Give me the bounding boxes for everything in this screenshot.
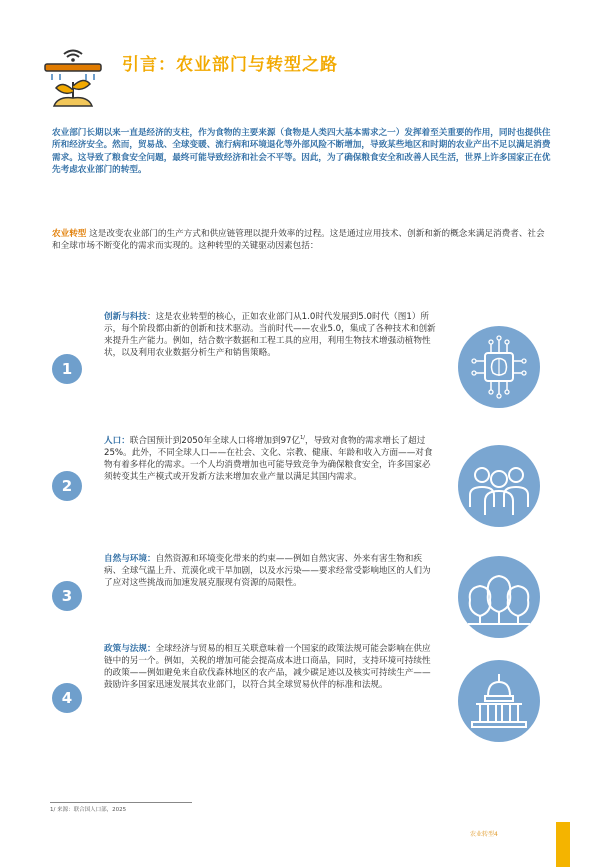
section-population — [104, 432, 436, 483]
section-number-1: 1 — [52, 354, 82, 384]
section-innovation — [104, 311, 436, 359]
capitol-building-icon — [458, 660, 540, 742]
page-title: 引言：农业部门与转型之路 — [122, 55, 338, 75]
section-heading: 自然与环境： — [104, 554, 156, 564]
footnote-ref: 1/ — [300, 435, 305, 441]
page-label: 农业转型4 — [470, 831, 498, 838]
section-number-3: 3 — [52, 581, 82, 611]
section-heading: 政策与法规： — [104, 644, 156, 654]
section-number-4: 4 — [52, 683, 82, 713]
section-policy — [104, 643, 436, 691]
forest-icon — [458, 556, 540, 638]
people-icon — [458, 445, 540, 527]
footnote: 1/ 来源：联合国人口部，2025 — [50, 807, 127, 813]
section-nature — [104, 553, 436, 589]
transformation-keyword: 农业转型 — [52, 229, 87, 239]
section-text: ：这是农业转型的核心，正如农业部门从1.0时代发展到5.0时代（图1）所示，每个阶段都由新的创新和技术驱动。当前时代——农业5.0，集成了各种技术和创新来提升生产能力。例如，结合数字数据和工程工具的应用，利用生物技术增强动植物性状，以及利用农业数据分析生产和销售策略。 — [104, 312, 436, 358]
section-text: 全球经济与贸易的相互关联意味着一个国家的政策法规可能会影响在供应链中的另一个。例如，关税的增加可能会提高成本进口商品，同时，支持环境可持续性的政策——例如避免来自砍伐森林地区的农产品，减少碳足迹以及核实可持续生产——鼓励许多国家迅速发展其农业部门，以符合其全球贸易伙伴的标准和法规。 — [104, 644, 431, 690]
footnote-divider — [50, 802, 192, 803]
page-accent-bar — [556, 822, 570, 867]
section-heading: 创新与科技 — [104, 312, 147, 322]
section-text: 自然资源和环境变化带来的约束——例如自然灾害、外来有害生物和疾病、全球气温上升、荒漠化或干旱加剧，以及水污染——要求经常受影响地区的人们为了应对这些挑战而加速发展克服现有资源的局限性。 — [104, 554, 431, 588]
brain-circuit-icon — [458, 326, 540, 408]
intro-paragraph: 农业部门长期以来一直是经济的支柱，作为食物的主要来源（食物是人类四大基本需求之一）发挥着至关重要的作用，同时也提供住所和经济安全。然而，贸易战、全球变暖、流行病和环境退化等外部风险不断增加，导致某些地区和时期的农业产出不足以满足消费需求。这导致了粮食安全问题，最终可能导致经济和社会不平等。因此，为了确保粮食安全和改善人民生活，世界上许多国家正在优先考虑农业部门的转型。 — [52, 128, 551, 176]
smart-farm-icon — [40, 44, 106, 110]
section-heading: 人口： — [104, 435, 130, 446]
section-text-b: ，导致对食物的需求增长了超过25%。此外，不同全球人口——在社会、文化、宗教、健康、年龄和收入方面——对食物有着多样化的需求。一个人均消费增加也可能导致竞争为确保粮食安全，许多国家必须转变其生产模式或开发新方法来增加农业产量以满足其国内需求。 — [104, 435, 433, 482]
transformation-paragraph — [52, 228, 552, 253]
section-text-a: 联合国预计到2050年全球人口将增加到97亿 — [129, 435, 301, 446]
transformation-text: 这是改变农业部门的生产方式和供应链管理以提升效率的过程。这是通过应用技术、创新和新的概念来满足消费者、社会和全球市场不断变化的需求而实现的。这种转型的关键驱动因素包括： — [52, 229, 545, 252]
section-number-2: 2 — [52, 471, 82, 501]
